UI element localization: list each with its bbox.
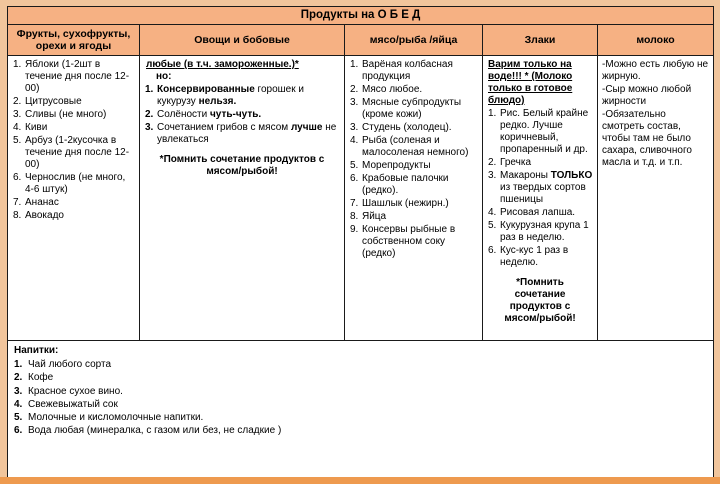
item-number: 2. [14,372,23,384]
list-item [347,173,480,197]
item-number: 1. [350,59,359,70]
item-number: 6. [350,173,359,184]
item-number: 3. [13,109,22,120]
item-number: 8. [13,210,22,221]
list-item [347,160,480,172]
item-number: 3. [14,385,23,397]
item-number: 1. [14,359,23,371]
list-item [485,207,595,219]
table-title: Продукты на О Б Е Д [8,7,713,25]
item-text: Кус-кус 1 раз в неделю. [500,245,569,268]
list-item [485,220,595,244]
item-number: 1. [13,59,22,70]
list-item [10,59,137,95]
item-number: 5. [13,135,22,146]
vegetables-but-label: но: [156,71,172,82]
item-text: Сливы (не много) [25,109,107,120]
item-text: Кофе [28,372,54,384]
list-item [10,96,137,108]
item-text: Крабовые палочки (редко). [362,173,449,196]
lunch-products-table [7,6,714,478]
item-text: Мясные субпродукты (кроме кожи) [362,97,462,120]
milk-cell [598,56,713,340]
item-text: Макароны ТОЛЬКО из твердых сортов пшеницы [500,170,593,205]
item-text: Консервированные горошек и кукурузу нельзя. [157,84,304,107]
milk-note: -Можно есть любую не жирную. [602,59,709,82]
header-row [8,25,713,56]
list-item [347,211,480,223]
list-item [485,170,595,206]
list-item [14,371,707,384]
item-text: Авокадо [25,210,64,221]
column-header-vegetables: Овощи и бобовые [140,25,345,55]
item-number: 9. [350,224,359,235]
item-number: 2. [350,84,359,95]
list-item [347,224,480,260]
item-text: Гречка [500,157,532,168]
list-item [347,59,480,83]
list-item [485,245,595,269]
item-text: Мясо любое. [362,84,423,95]
item-text: Молочные и кисломолочные напитки. [28,411,204,423]
item-number: 3. [145,122,154,133]
list-item [347,97,480,121]
item-number: 6. [13,172,22,183]
item-text: Рыба (соленая и малосоленая немного) [362,135,469,158]
item-text: Ананас [25,197,59,208]
item-number: 6. [488,245,497,256]
item-text: Арбуз (1-2кусочка в течение дня после 12-00) [25,135,130,170]
item-text: Чернослив (не много, 4-6 штук) [25,172,126,195]
list-item [10,135,137,171]
item-text: Киви [25,122,48,133]
item-text: Яблоки (1-2шт в течение дня после 12-00) [25,59,130,94]
meat-cell [345,56,483,340]
list-item [10,172,137,196]
body-row [8,56,713,340]
list-item [14,424,707,437]
item-number: 5. [488,220,497,231]
item-text: Свежевыжатый сок [28,398,118,410]
item-text: Рис. Белый крайне редко. Лучше коричневый, пропаренный и др. [500,108,589,155]
item-text: Солёности чуть-чуть. [157,109,262,120]
list-item [485,157,595,169]
item-text: Кукурузная крупа 1 раз в неделю. [500,220,589,243]
item-number: 4. [14,398,23,410]
list-item [10,197,137,209]
item-number: 2. [488,157,497,168]
list-item [14,385,707,398]
item-number: 5. [350,160,359,171]
item-number: 6. [14,425,23,437]
milk-note: -Обязательно смотреть состав, чтобы там не было сахара, сливочного масла и т.д. и т.п. [602,109,692,168]
item-number: 3. [350,97,359,108]
item-number: 5. [14,411,23,423]
item-text: Цитрусовые [25,96,82,107]
item-text: Шашлык (нежирн.) [362,198,449,209]
list-item [347,84,480,96]
item-number: 8. [350,211,359,222]
column-header-meat: мясо/рыба /яйца [345,25,483,55]
list-item [14,358,707,371]
vegetables-footer-note: *Помнить сочетание продуктов с мясом/рыбой! [159,154,325,177]
item-text: Яйца [362,211,387,222]
list-item [485,108,595,156]
item-text: Варёная колбасная продукция [362,59,453,82]
item-text: Чай любого сорта [28,359,112,371]
item-number: 3. [350,122,359,133]
item-number: 7. [350,198,359,209]
list-item [10,109,137,121]
list-item [142,122,342,146]
column-header-milk: молоко [636,33,675,46]
grains-footer-note: *Помнить сочетание продуктов с мясом/рыбой! [504,277,576,324]
item-text: Студень (холодец). [362,122,452,133]
item-text: Сочетанием грибов с мясом лучше не увлекаться [157,122,337,145]
item-number: 1. [145,84,154,95]
item-text: Морепродукты [362,160,431,171]
vegetables-heading: любые (в т.ч. замороженные.)* [146,59,299,70]
grains-cell [483,56,598,340]
column-header-grains: Злаки [483,25,598,55]
item-text: Консервы рыбные в собственном соку (редко) [362,224,456,259]
drinks-title: Напитки: [14,345,59,356]
list-item [10,210,137,222]
list-item [142,84,342,108]
item-number: 4. [13,122,22,133]
list-item [10,122,137,134]
drinks-section [8,340,713,477]
item-number: 1. [488,108,497,119]
item-text: Вода любая (минералка, с газом или без, не сладкие ) [28,425,282,437]
item-text: Красное сухое вино. [28,385,123,397]
column-header-fruits: Фрукты, сухофрукты, орехи и ягоды [8,25,140,55]
list-item [347,135,480,159]
list-item [14,398,707,411]
item-text: Рисовая лапша. [500,207,576,218]
vegetables-cell [140,56,345,340]
bottom-orange-bar [0,477,720,484]
milk-note: -Сыр можно любой жирности [602,84,692,107]
list-item [142,109,342,121]
fruits-cell [8,56,140,340]
item-number: 4. [350,135,359,146]
list-item [347,122,480,134]
item-number: 2. [145,109,154,120]
grains-heading: Варим только на воде!!! * (Молоко только в готовое блюдо) [488,59,573,106]
item-number: 3. [488,170,497,181]
item-number: 7. [13,197,22,208]
item-number: 4. [488,207,497,218]
list-item [14,411,707,424]
item-number: 2. [13,96,22,107]
list-item [347,198,480,210]
